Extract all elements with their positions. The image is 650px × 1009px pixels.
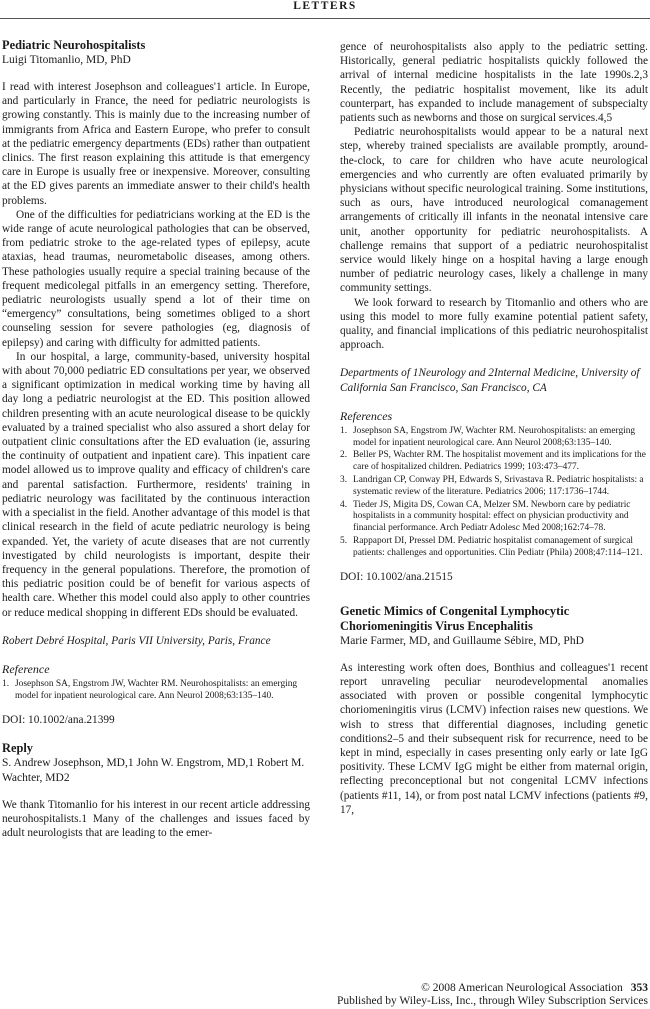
body-paragraph: We thank Titomanlio for his interest in our recent article addressing neurohospitalists.1 Many of the challenges and issues faced by adult neurologists that are leading to the emer- <box>2 798 310 840</box>
letter-author: Luigi Titomanlio, MD, PhD <box>2 54 131 66</box>
affiliation: Departments of 1Neurology and 2Internal Medicine, University of California San Francisco, San Francisco, CA <box>340 367 640 394</box>
footer-copyright <box>421 981 648 995</box>
doi: DOI: 10.1002/ana.21515 <box>340 570 453 583</box>
reference-text: Josephson SA, Engstrom JW, Wachter RM. Neurohospitalists: an emerging model for inpatient neurological care. Ann Neurol 2008;63:135–140. <box>15 678 298 701</box>
page-number: 353 <box>630 982 648 994</box>
reference-item <box>340 450 648 474</box>
reference-item <box>2 679 310 703</box>
reference-number: 3. <box>340 475 348 486</box>
reference-number: 1. <box>340 425 348 436</box>
reference-item <box>340 500 648 535</box>
reference-text: Beller PS, Wachter RM. The hospitalist movement and its implications for the care of hospitalized children. Pediatrics 1999; 103:473–477. <box>353 450 646 473</box>
body-paragraph: gence of neurohospitalists also apply to the pediatric setting. Historically, general pediatric hospitalists quickly followed the arrival of internal medicine hospitalists in the late 1990s.2,3 Recently, the pediatric hospitalist movement, like its adult counterpart, has expanded to include management of subspecialty patients such as newborns and those on surgical services.4,5 <box>340 41 648 125</box>
copyright-text: © 2008 American Neurological Association <box>421 982 623 994</box>
running-header <box>0 0 650 19</box>
section-label: LETTERS <box>293 0 357 12</box>
reply-title: Reply <box>2 740 33 755</box>
reference-heading: Reference <box>2 661 50 676</box>
letter-title: Pediatric Neurohospitalists <box>2 38 146 52</box>
reference-heading: References <box>340 408 393 423</box>
reference-item <box>340 475 648 499</box>
body-paragraph: Pediatric neurohospitalists would appear to be a natural next step, whereby trained specialists are available promptly, around-the-clock, to care for children who have acute neurological emergencies and who currently are often evaluated primarily by physicians without specific neurological training. Some institutions, such as ours, have introduced neurological comanagement arrangements of critically ill infants in the neonatal intensive care unit, another opportunity for pediatric neurohospitalists. A challenge remains that support of a pediatric neurohospitalist service would likely hinge on a hospital having a large enough number of pediatric neurology cases, likely a challenge in many community settings. <box>340 126 648 295</box>
body-paragraph: In our hospital, a large, community-based, university hospital with about 70,000 pediatric ED consultations per year, we observed a significant optimization in medical working time by having all day long a pediatric neurologist at the ED. This position allowed children presenting with an acute neurological disease to be quickly evaluated by a trained specialist who also assured a short delay for outpatient clinic consultations after the ED evaluation (ie, assuring the continuity of outpatient and inpatient care). This inpatient care model allowed us to improve quality and efficacy of children's care and parental satisfaction. Furthermore, residents' training in pediatric neurology was facilitated by the continuous interaction with a specialist in the field. Another advantage of this model is that clinical research in the field of acute pediatric neurology is being expanded. Yet, the variety of acute diseases that are not currently investigated by child neurologists is important, despite their frequency in the general populations. Therefore, the promotion of this pediatric position could be of benefit for various aspects of health care. Whether this model could also apply to other countries or reduce medical shopping in different EDs should be evaluated. <box>2 350 310 619</box>
reference-item <box>340 536 648 560</box>
body-paragraph: As interesting work often does, Bonthius and colleagues'1 recent report unraveling peculiar neurodevelopmental anomalies associated with proven or possible congenital lymphocytic choriomeningitis virus (LCMV) infection raises new questions. We wish to stress that differential diagnoses, including genetic conditions2–5 and their subsequent risk for recurrence, need to be kept in mind, especially in cases presenting only early or late IgG positivity. These LCMV IgG might be either from maternal origin, reflecting preconceptional but not congenital LCMV infections (patients #11, 14), or from post natal LCMV infections (patients #9, 17, <box>340 661 648 816</box>
body-paragraph: I read with interest Josephson and colleagues'1 article. In Europe, and particularly in France, the need for pediatric neurologists is growing constantly. This is mainly due to the increasing number of immigrants from Africa and Eastern Europe, who prefer to consult at the pediatric emergency departments (EDs) rather than outpatient clinics. The first reason explaining this attitude is that emergency care in Europe is usually free or inexpensive. Moreover, consulting at the ED gives parents an immediate answer to their child's health problems. <box>2 81 310 207</box>
reference-item <box>340 426 648 450</box>
footer-publisher: Published by Wiley-Liss, Inc., through Wiley Subscription Services <box>336 995 648 1007</box>
doi: DOI: 10.1002/ana.21399 <box>2 713 115 726</box>
body-paragraph: We look forward to research by Titomanlio and others who are using this model to more fully examine potential patient safety, quality, and financial implications of this pediatric neurohospitalist approach. <box>340 296 648 352</box>
reference-list <box>2 679 310 703</box>
reference-text: Landrigan CP, Conway PH, Edwards S, Srivastava R. Pediatric hospitalists: a systematic review of the literature. Pediatrics 2006; 117:1736–1744. <box>353 475 644 497</box>
reference-number: 1. <box>2 678 10 689</box>
affiliation: Robert Debré Hospital, Paris VII University, Paris, France <box>2 634 271 647</box>
reference-text: Tieder JS, Migita DS, Cowan CA, Melzer SM. Newborn care by pediatric hospitalists in a community hospital: effect on physician productivity and financial performance. Arch Pediatr Adolesc Med 2008;162:74–78. <box>353 499 631 534</box>
reference-number: 2. <box>340 450 348 461</box>
body-paragraph: One of the difficulties for pediatricians working at the ED is the wide range of acute neurological pathologies that can be observed, from pediatric stroke to the age-related types of epilepsy, acute ataxias, head traumas, neurometabolic diseases, among others. These pathologies usually require a special training because of the frequent medicolegal pitfalls in an emergency setting. Therefore, pediatric neurologists usually spend a lot of their time on “emergency” consultations, being sometimes obliged to a short counseling session for severe pathologies (eg, diagnosis of epilepsy) and caring with difficulty for admitted patients. <box>2 208 310 349</box>
reference-number: 5. <box>340 536 348 547</box>
reply-authors: S. Andrew Josephson, MD,1 John W. Engstrom, MD,1 Robert M. Wachter, MD2 <box>2 756 305 784</box>
reference-number: 4. <box>340 499 348 510</box>
letter-author: Marie Farmer, MD, and Guillaume Sébire, MD, PhD <box>340 634 584 647</box>
letter-title: Genetic Mimics of Congenital Lymphocytic Choriomeningitis Virus Encephalitis <box>340 603 570 633</box>
reference-text: Josephson SA, Engstrom JW, Wachter RM. Neurohospitalists: an emerging model for inpatient neurological care. Ann Neurol 2008;63:135–140. <box>353 425 636 448</box>
reference-text: Rappaport DI, Pressel DM. Pediatric hospitalist comanagement of surgical patients: challenges and opportunities. Clin Pediatr (Phila) 2008;47:114–121. <box>353 536 643 558</box>
right-column <box>340 40 648 817</box>
left-column <box>2 38 310 840</box>
reference-list <box>340 426 648 560</box>
